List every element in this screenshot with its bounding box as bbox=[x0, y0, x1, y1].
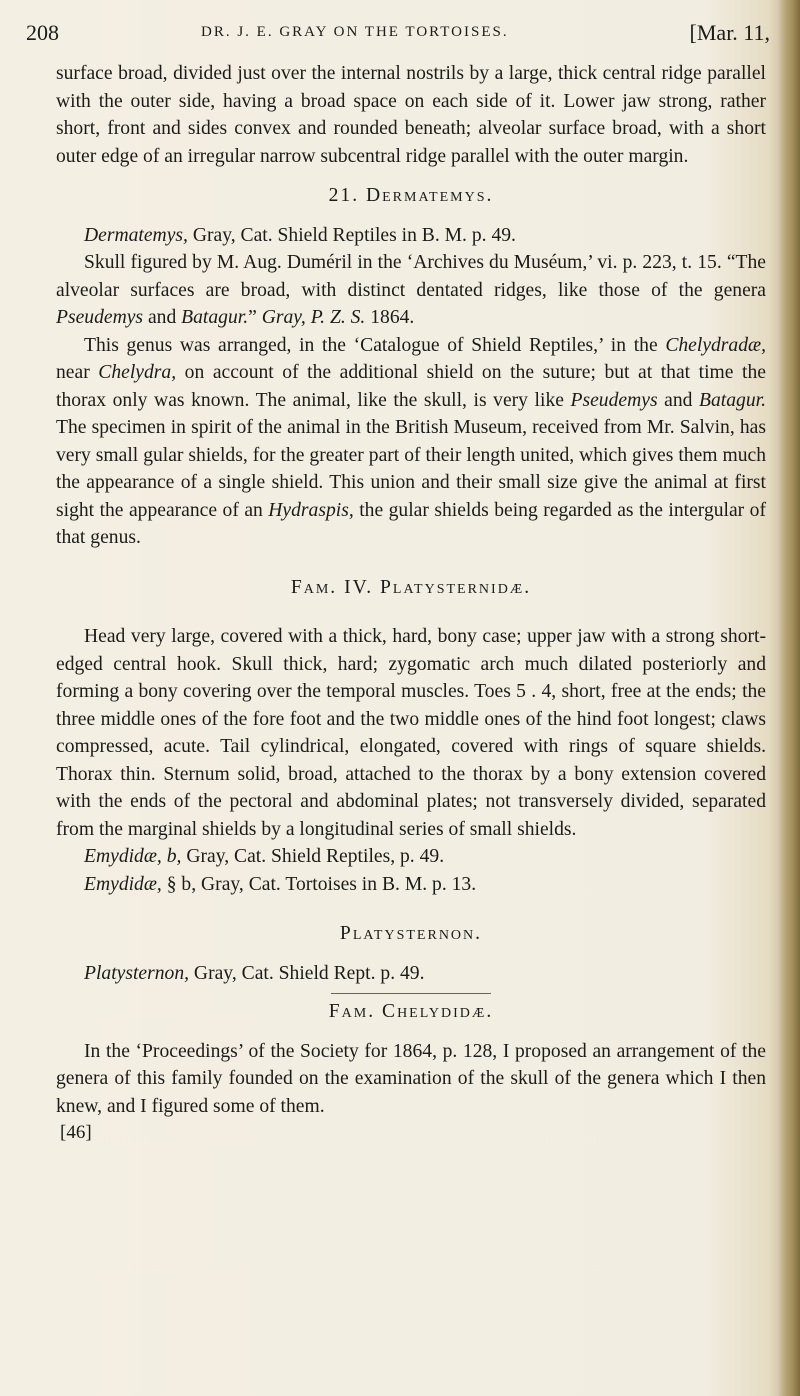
header-date: [Mar. 11, bbox=[689, 20, 770, 45]
paragraph-genus: This genus was arranged, in the ‘Catalogue of Shield Reptiles,’ in the Chelydradæ, near Chelydra, on account of the additional shield on the suture; but at that time the thorax only was known. The animal, like the skull, is very like Pseudemys and Batagur. The specimen in spirit of the animal in the British Museum, received from Mr. Salvin, has very small gular shields, for the greater part of their length united, which gives them much the appearance of a single shield. This union and their small size give the animal at first sight the appearance of an Hydraspis, the gular shields being regarded as the intergular of that genus. bbox=[56, 334, 766, 548]
running-header bbox=[26, 20, 770, 60]
citation-platysternon: Platysternon, Gray, Cat. Shield Rept. p. 49. bbox=[84, 962, 425, 984]
paragraph-family-description: Head very large, covered with a thick, hard, bony case; upper jaw with a strong short-edged central hook. Skull thick, hard; zygomatic arch much dilated posteriorly and forming a bony covering over the temporal muscles. Toes 5 . 4, short, free at the ends; the three middle ones of the fore foot and the two middle ones of the hind foot longest; claws compressed, acute. Tail cylindrical, elongated, covered with rings of square shields. Thorax thin. Sternum solid, broad, attached to the thorax by a bony extension covered with the ends of the pectoral and abdominal plates; not transversely divided, separated from the marginal shields by a longitudinal series of small shields. bbox=[56, 626, 766, 840]
section-heading-dermatemys: 21. Dermatemys. bbox=[328, 185, 494, 206]
paragraph-1: surface broad, divided just over the internal nostrils by a large, thick central ridge parallel with the outer side, having a broad space on each side of it. Lower jaw strong, rather short, front and sides convex and rounded beneath; alveolar surface broad, with a short outer edge of an irregular narrow subcentral ridge parallel with the outer margin. bbox=[56, 63, 766, 167]
citation-emydidae-b: Emydidæ, b, Gray, Cat. Shield Reptiles, p. 49. bbox=[84, 846, 445, 867]
section-divider bbox=[331, 993, 491, 994]
citation-dermatemys: Dermatemys, Gray, Cat. Shield Reptiles in B. M. p. 49. bbox=[84, 224, 516, 246]
running-title: DR. J. E. GRAY ON THE TORTOISES. bbox=[201, 24, 509, 40]
section-heading-platysternon: Platysternon. bbox=[339, 923, 483, 944]
paragraph-chelydidae: In the ‘Proceedings’ of the Society for 1864, p. 128, I proposed an arrangement of the genera of this family founded on the examination of the skull of the genera which I then knew, and I figured some of them. bbox=[56, 1040, 766, 1117]
page-edge-shadow bbox=[778, 0, 800, 1396]
section-heading-chelydidae: Fam. Chelydidæ. bbox=[328, 1001, 494, 1022]
citation-emydidae-section: Emydidæ, § b, Gray, Cat. Tortoises in B. M. p. 13. bbox=[84, 873, 477, 895]
section-heading-platysternidae: Fam. IV. Platysternidæ. bbox=[290, 576, 532, 598]
signature-mark: [46] bbox=[60, 1122, 92, 1143]
paragraph-skull: Skull figured by M. Aug. Duméril in the ‘Archives du Muséum,’ vi. p. 223, t. 15. “The alveolar surfaces are broad, with distinct dentated ridges, like those of the genera Pseudemys and Batagur.” Gray, P. Z. S. 1864. bbox=[56, 252, 766, 328]
page-number: 208 bbox=[26, 20, 59, 45]
document-body bbox=[26, 20, 770, 1144]
